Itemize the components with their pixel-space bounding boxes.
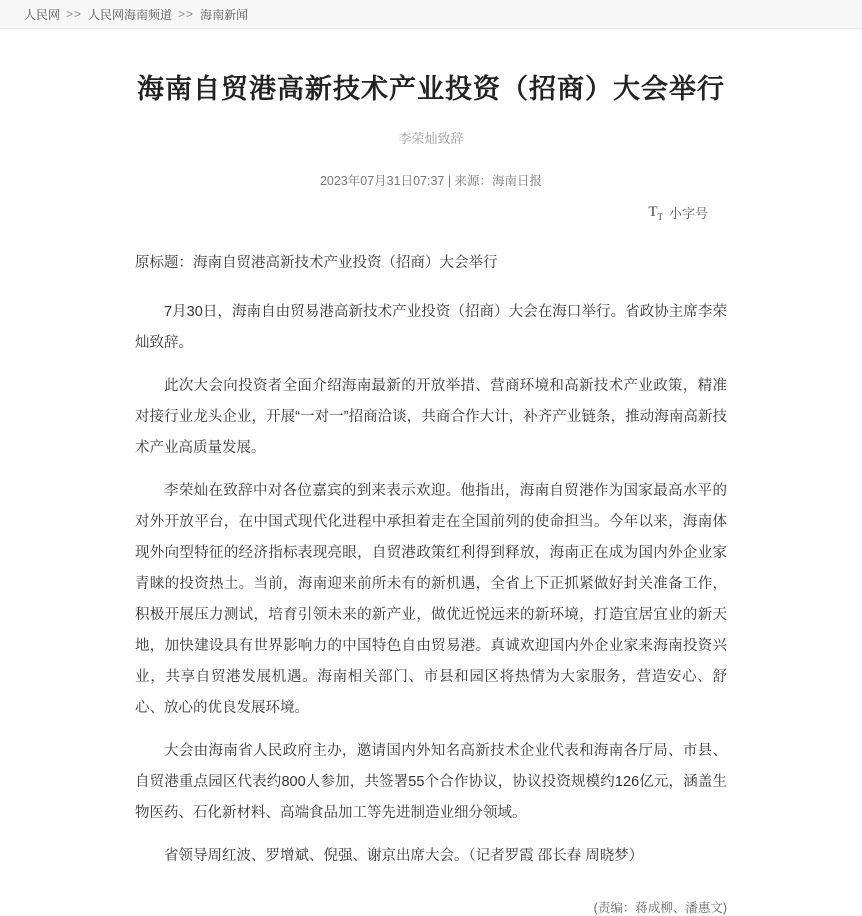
article-paragraph: 省领导周红波、罗增斌、倪强、谢京出席大会。（记者罗霞 邵长春 周晓梦）: [164, 848, 644, 864]
article-meta: 2023年07月31日07:37 | 来源：海南日报: [319, 174, 543, 188]
breadcrumb-item-2[interactable]: 海南新闻: [200, 7, 249, 22]
editor-credit: (责编：蒋成柳、潘惠文): [593, 901, 727, 915]
article-paragraph: 李荣灿在致辞中对各位嘉宾的到来表示欢迎。他指出，海南自贸港作为国家最高水平的对外开放平台，在中国式现代化进程中承担着走在全国前列的使命担当。今年以来，海南体现外向型特征的经济指标表现亮眼，自贸港政策红利得到释放，海南正在成为国内外企业家青睐的投资热土。当前，海南迎来前所未有的新机遇，全省上下正抓紧做好封关准备工作，积极开展压力测试，培育引领未来的新产业，做优近悦远来的新环境，打造宜居宜业的新天地，加快建设具有世界影响力的中国特色自由贸易港。真诚欢迎国内外企业家来海南投资兴业，共享自贸港发展机遇。海南相关部门、市县和园区将热情为大家服务，营造安心、舒心、放心的优良发展环境。: [135, 483, 727, 716]
font-size-label[interactable]: 小字号: [668, 206, 708, 221]
article-page: [0, 67, 862, 916]
article-body: [135, 248, 727, 872]
text-size-icon: $T_T$: [648, 203, 663, 222]
article-paragraph: 大会由海南省人民政府主办，邀请国内外知名高新技术企业代表和海南各厅局、市县、自贸港重点园区代表约800人参加，共签署55个合作协议，协议投资规模约126亿元，涵盖生物医药、石化新材料、高端食品加工等先进制造业细分领域。: [135, 743, 727, 821]
original-title: 原标题：海南自贸港高新技术产业投资（招商）大会举行: [135, 255, 498, 271]
breadcrumb-item-0[interactable]: 人民网: [24, 7, 61, 22]
article-paragraph: 7月30日，海南自由贸易港高新技术产业投资（招商）大会在海口举行。省政协主席李荣灿致辞。: [135, 304, 727, 351]
breadcrumb-separator-0: >>: [66, 7, 83, 21]
breadcrumb: [0, 0, 862, 29]
font-size-control[interactable]: [0, 203, 862, 222]
breadcrumb-separator-1: >>: [178, 7, 195, 21]
page-title: 海南自贸港高新技术产业投资（招商）大会举行: [137, 74, 725, 104]
breadcrumb-item-1[interactable]: 人民网海南频道: [88, 7, 173, 22]
article-paragraph: 此次大会向投资者全面介绍海南最新的开放举措、营商环境和高新技术产业政策，精准对接行业龙头企业，开展“一对一”招商洽谈，共商合作大计，补齐产业链条，推动海南高新技术产业高质量发展。: [135, 378, 727, 456]
article-subtitle: 李荣灿致辞: [398, 131, 464, 146]
